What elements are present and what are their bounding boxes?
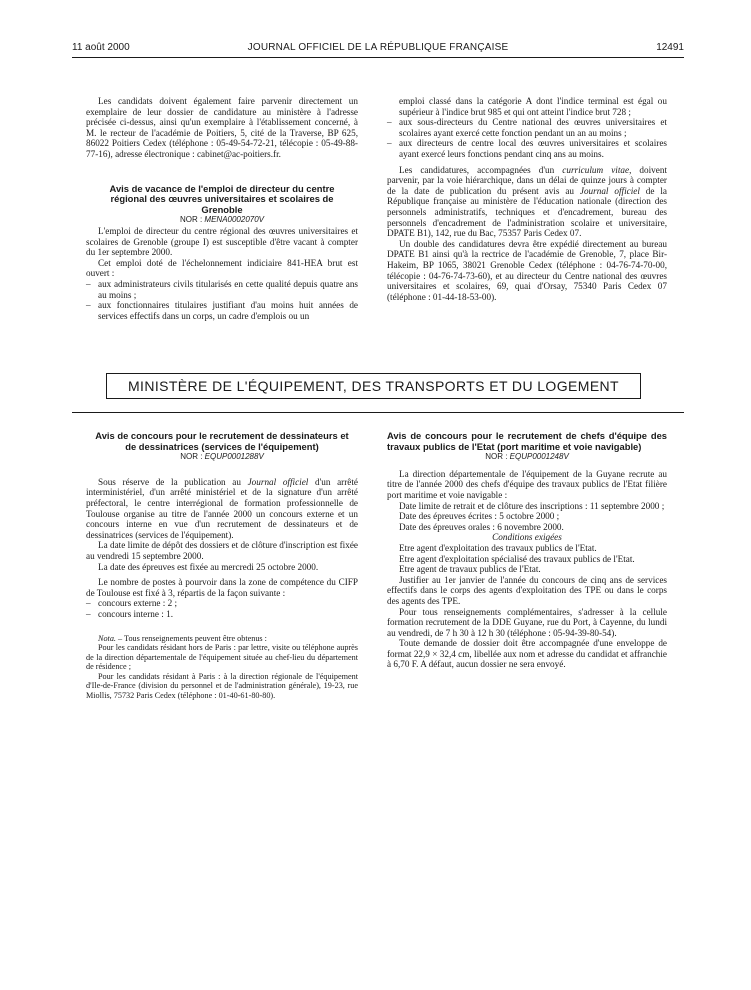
paragraph: La date limite de dépôt des dossiers et de clôture d'inscription est fixée au vendredi 15 septembre 2000.: [86, 540, 358, 561]
section-rule: [72, 412, 684, 413]
list-item: – aux directeurs de centre local des œuvres universitaires et scolaires ayant exercé leurs fonctions pendant cinq ans au moins.: [387, 138, 667, 159]
issue-date: 11 août 2000: [72, 42, 130, 53]
page-number: 12491: [656, 42, 684, 53]
paragraph: Etre agent d'exploitation spécialisé des travaux publics de l'Etat.: [399, 553, 635, 564]
journal-title: JOURNAL OFFICIEL DE LA RÉPUBLIQUE FRANÇAISE: [247, 42, 509, 53]
avis-title-dessinateurs: Avis de concours pour le recrutement de dessinateurs et de dessinatrices (services de l'équipement): [95, 430, 349, 452]
paragraph: Cet emploi doté de l'échelonnement indiciaire 841-HEA brut est ouvert :: [86, 257, 358, 279]
bottom-left-column: [86, 431, 358, 701]
list-item: – aux fonctionnaires titulaires justifiant d'au moins huit années de services effectifs dans un corps, un cadre d'emplois ou un: [86, 300, 358, 321]
list-item: – aux sous-directeurs du Centre national des œuvres universitaires et scolaires ayant exercé cette fonction pendant un an au moins ;: [387, 117, 667, 138]
avis-title-grenoble: Avis de vacance de l'emploi de directeur du centre régional des œuvres universitaires et scolaires de Grenoble: [109, 182, 335, 215]
nor-reference: NOR : EQUP0001248V: [485, 452, 569, 462]
continuation: emploi classé dans la catégorie A dont l'indice terminal est égal ou supérieur à l'indice brut 985 et qui ont atteint l'indice brut 728 ;: [399, 96, 667, 117]
nor-reference: NOR : MENA0002070V: [179, 215, 265, 225]
paragraph: Justifier au 1er janvier de l'année du concours de cinq ans de services effectifs dans le corps des agents d'exploitation des TPE ou dans le corps des agents des TPE.: [387, 574, 667, 606]
bottom-right-column: [387, 431, 667, 670]
paragraph: La date des épreuves est fixée au mercredi 25 octobre 2000.: [98, 561, 319, 572]
paragraph: Etre agent d'exploitation des travaux publics de l'Etat.: [399, 542, 597, 553]
page-header: [72, 42, 684, 58]
eligibility-list: [387, 117, 667, 159]
nota-paragraph: Pour les candidats résidant à Paris : à la direction régionale de l'équipement d'Ile-de-France (division du personnel et de l'administration générale), 19-23, rue Miollis, 75732 Paris Cedex (téléphone : 01-40-61-80-80).: [86, 671, 358, 701]
nor-reference: NOR : EQUP0001288V: [180, 452, 264, 462]
nota-paragraph: Pour les candidats résidant hors de Paris : par lettre, visite ou téléphone auprès de la direction départementale de l'équipement située au chef-lieu du département de résidence ;: [86, 643, 358, 672]
paragraph: Un double des candidatures devra être expédié directement au bureau DPATE B1 ainsi qu'à la rectrice de l'académie de Grenoble, 7, place Bir-Hakeim, BP 1065, 38021 Grenoble Cedex (téléphone : 04-76-74-70-00, télécopie : 04-76-74-73-60), et au directeur du Centre national des œuvres universitaires et scolaires, 69, quai d'Orsay, 75340 Paris Cedex 07 (téléphone : 01-44-18-53-00).: [387, 238, 667, 302]
ministry-heading: MINISTÈRE DE L'ÉQUIPEMENT, DES TRANSPORTS ET DU LOGEMENT: [106, 373, 641, 399]
paragraph: Pour tous renseignements complémentaires, s'adresser à la cellule formation recrutement de la DDE Guyane, rue du Port, à Cayenne, du lundi au vendredi, de 7 h 30 à 12 h 30 (téléphone : 05-94-39-80-54).: [387, 606, 667, 638]
top-right-column: [387, 96, 667, 302]
nota-intro: Nota. – Tous renseignements peuvent être obtenus :: [98, 633, 267, 643]
eligibility-list: [86, 279, 358, 321]
posts-list: [86, 598, 358, 619]
conditions-heading: Conditions exigées: [492, 532, 562, 543]
paragraph: Sous réserve de la publication au Journal officiel d'un arrêté interministériel, d'un arrêté ministériel et de la signature d'un arrêté préfectoral, le centre interrégional de formation professionnelle de Toulouse organise au titre de l'année 2000 un concours externe et un concours interne en vue d'un recrutement de dessinateurs et de dessinatrices (services de l'équipement).: [86, 476, 359, 540]
candidates-intro: Les candidats doivent également faire parvenir directement un exemplaire de leur dossier de candidature au ministère à l'adresse précisée ci-dessus, ainsi qu'un exemplaire à l'établissement concerné, à M. le recteur de l'académie de Poitiers, 5, cité de la Traverse, BP 625, 86022 Poitiers Cedex (téléphone : 05-49-54-72-21, télécopie : 05-49-88-77-16), adresse électronique : cabinet@ac-poitiers.fr.: [86, 96, 358, 159]
top-left-column: [86, 96, 358, 321]
paragraph: Toute demande de dossier doit être accompagnée d'une enveloppe de format 22,9 × 32,4 cm, libellée aux nom et adresse du candidat et affranchie à 6,70 F. A défaut, aucun dossier ne sera envoyé.: [387, 638, 667, 670]
paragraph: Le nombre de postes à pourvoir dans la zone de compétence du CIFP de Toulouse est fixé à 3, répartis de la façon suivante :: [86, 577, 358, 598]
nota-block: [86, 634, 358, 701]
header-rule: [72, 57, 684, 58]
avis-title-chefs-equipe: Avis de concours pour le recrutement de chefs d'équipe des travaux publics de l'Etat (port maritime et voie navigable): [387, 430, 667, 452]
list-item: – aux administrateurs civils titularisés en cette qualité depuis quatre ans au moins ;: [86, 279, 358, 300]
paragraph: Les candidatures, accompagnées d'un curriculum vitae, doivent parvenir, par la voie hiérarchique, dans un délai de quinze jours à compter de la date de publication du présent avis au Journal officiel de la République française au ministère de l'éducation nationale (direction des personnels administratifs, techniques et d'encadrement, bureau des personnels d'encadrement de l'administration scolaire et universitaire, DPATE B1), 142, rue du Bac, 75357 Paris Cedex 07.: [387, 164, 667, 239]
paragraph: La direction départementale de l'équipement de la Guyane recrute au titre de l'année 2000 des chefs d'équipe des travaux publics de l'Etat filière port maritime et voie navigable :: [387, 468, 667, 500]
paragraph: Date des épreuves orales : 6 novembre 2000.: [399, 521, 564, 532]
list-item: – concours interne : 1.: [86, 609, 358, 620]
paragraph: Etre agent de travaux publics de l'Etat.: [399, 564, 541, 575]
paragraph: Date limite de retrait et de clôture des inscriptions : 11 septembre 2000 ;: [399, 500, 665, 511]
paragraph: Date des épreuves écrites : 5 octobre 2000 ;: [399, 511, 560, 522]
paragraph: L'emploi de directeur du centre régional des œuvres universitaires et scolaires de Grenoble (groupe I) est susceptible d'être vacant à compter du 1er septembre 2000.: [86, 225, 358, 258]
list-item: – concours externe : 2 ;: [86, 598, 358, 609]
